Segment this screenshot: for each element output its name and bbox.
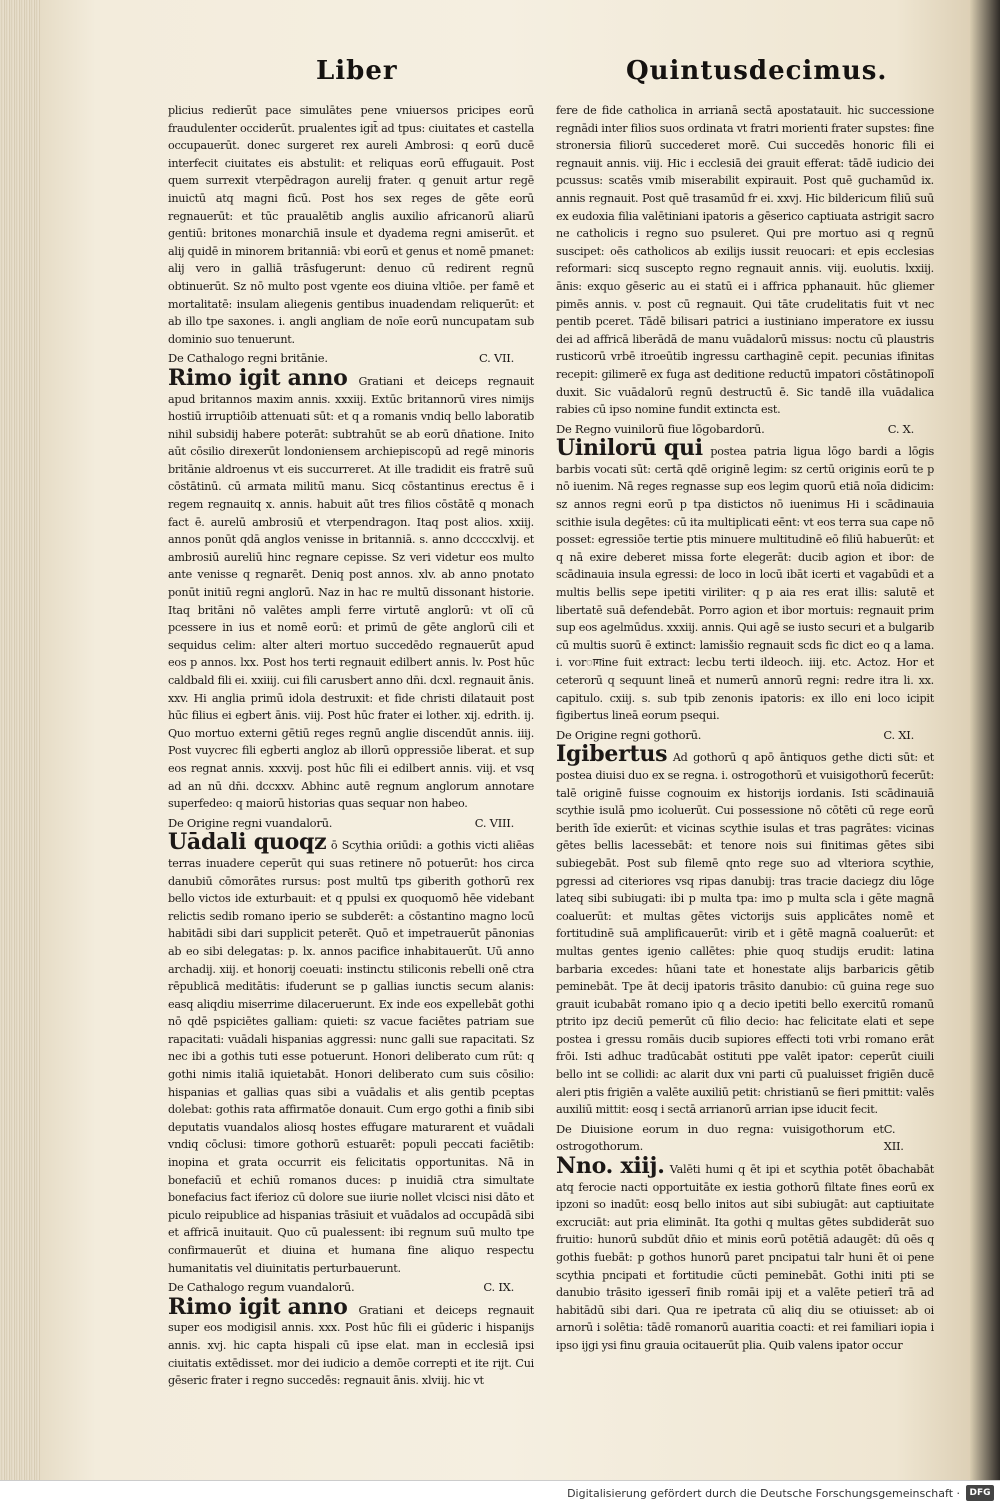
rubric-title: De Origine regni vuandalorū. <box>168 815 333 830</box>
incipit: Nno. xiij. <box>556 1153 665 1180</box>
rubric-title: De Cathalogo regum vuandalorū. <box>168 1280 355 1295</box>
incipit: Uādali quoqz <box>168 829 327 856</box>
paragraph-text: Valēti humi q ēt ipi et scythia potēt ōbachabāt atq ferocie nacti opportuitāte ex iestia gothorū filtate fines eorū ex ipzoni so inadūt: eosq bello initos aut sibi subiugāt: aut captiuitate excruciāt: aut pria elimināt. Ita gothi q multas gētes subdiderāt suo fruitio: hunorū subdūt dn̄io et minis eorū potētiā adaugēt: dū oēs q gothis fuebāt: p gothos hunorū paret pncipatui talr huni ēt oi pene scythia pncipati et fortitudie cūcti peminebāt. Gothi initi pti se danubio trāsito igesserī finib romāi ipij et a valēte petierī trā ad habitādū sibi dari. Qua re ipetrata cū aliq diu se otiuisset: ab oi arnorū i solētia: tādē romanorū auaritia coacti: et rei familiari iopia i ipso ijgi ysi finu grauia ocitauerūt plia. Quib valens ipator occur <box>556 1163 934 1352</box>
chapter-number: C. VIII. <box>474 815 514 830</box>
paragraph-text: Ad gothorū q apō āntiquos gethe dicti sūt: et postea diuisi duo ex se regna. i. ostrogothorū et vuisigothorū fecerūt: talē originē fuisse cognouim ex historijs iordanis. Isti scādinauiā scythie isulā pmo icoluerūt. Cui possessione nō cōtēti cū rege eorū berith īde exierūt: et vicinas scythie isulas et tras pagrātes: vicinas gētes bellis lacessebāt: et tenore nois sui finitimas gētes sibi subiegebāt. Post sub filemē qnto rege suo ad vlteriora scythie, pgressi ad citeriores vsq ripas danubij: tras tracie daciegz diu lōge lateq sibi subiugati: ibi p multa tpa: imo p multa scla i gēte magnā coaluerūt: et multas gētes victorijs suis applicātes nomē et fortitudinē suā amplificauerūt: virib et i gētē magnā coaluerūt: et multas gentes igenio callētes: phie quoq studijs erudit: latina barbaria excedes: hūani tate et honestate alijs barbaricis gētib peminebāt. Tpe āt decij ipatoris trāsito danubio: cū guina rege suo grauit icubabāt romano ipio q a decio ipetiti bello exercitū romanū ptrito ipz deciū pemerūt cū filio decio: hac felicitate elati et sepe postea i gressu romāis ducib supiores effecti toti vrbi romano erāt frōi. Isti adhuc tradūcabāt ostituti ppe valēt ipator: ceperūt ciuili bello int se collidi: ac alarit dux vni parti cū pualuisset frigiēn ducē aleri ptis frigiēn a valēte auxiliū petit: christianū se fieri pmittit: valēs auxiliū mittit: eosq i sectā arrianorū arrian ipse iducit fecit. <box>556 751 935 1117</box>
paragraph <box>556 741 935 1118</box>
chapter-number: C. VII. <box>479 351 514 366</box>
digitization-footer <box>0 1480 1000 1507</box>
running-head-left: Liber <box>316 56 398 86</box>
chapter-number: C. XI. <box>883 727 914 742</box>
dfg-logo: DFG <box>966 1485 994 1501</box>
funding-credit: Digitalisierung gefördert durch die Deutsche Forschungsgemeinschaft · <box>567 1487 960 1500</box>
rubric-title: De Regno vuinilorū fiue lōgobardorū. <box>556 421 765 436</box>
chapter-number: C. X. <box>887 421 914 436</box>
paragraph-text: postea patria ligua lōgo bardi a lōgis barbis vocati sūt: certā qdē originē legim: sz certū originis eorū te p nō iuenim. Nā reges regnasse sup eos legim quorū etiā noīa didicim: sz annos regni eorū p tpa distictos nō iuenimus Hi i scādinauia scithie isula degētes: cū ita multiplicati eēnt: vt eos terra sua cape nō posset: egressiōe tertie ptis minuere multitudinē eō filiū habuerūt: et q nā exire deberet missa forte elegerāt: ducib agion et ibor: de scādinauia insula egressi: de loco in locū ibāt icerti et vagabūdi et a multis bellis sepe ipetiti viriliter: q p aia res erat illis: salutē et libertatē suā defendebāt. Porro agion et ibor mortuis: regnauit prim sup eos agelmūdus. xxxiij. annis. Qui agē se iusto securi et a bulgarib cū multis suorū ē extinct: lamisšio regnauit scds fic dict eo q a lama. i. vorागine fuit extract: lecbu terti ildeoch. iiij. etc. Actoz. Hor et ceterorū q sequunt lineā et numerū annorū regni: redre itra li. xx. capitulo. cxiij. s. sub tpib zenonis ipatoris: ex illo eni loco icipit figibertus lineā eorum psequi. <box>556 445 934 723</box>
binding-shadow <box>970 0 1000 1480</box>
rubric-title: De Cathalogo regni britānie. <box>168 351 328 366</box>
paragraph <box>168 364 534 813</box>
paragraph <box>556 435 934 725</box>
paragraph <box>168 1293 534 1390</box>
chapter-number: C. XII. <box>883 1121 904 1154</box>
chapter-number: C. IX. <box>483 1280 514 1295</box>
incipit: Rimo igit anno <box>168 1293 348 1320</box>
paragraph-text: ō Scythia oriūdi: a gothis victi aliēas terras inuadere ceperūt qui suas retinere nō potuerūt: hos circa danubiū cōmorātes rursus: post multū tps giberith gothorū rex bello victos ide exturbauit: et q ppulsi ex quoquomō hēe videbant relictis sedib romano iperio se subderēt: a cōstantino magno locū habitādi sibi dari supplicit peterēt. Quō et impetrauerūt pānonias ab eo sibi delegatas: p. lx. annos pacifice inhabitauerūt. Uū anno archadij. xiij. et honorij coeuati: instinctu stiliconis rebelli onē ctra rēpublicā meditātis: ifuderunt se p gallias iunctis secum alanis: easq aliqdiu miserrime dilaceruerunt. Ex inde eos expellebāt gothi nō qdē pspiciētes galliam: quieti: sz vacue faciētes patriam sue rapacitati: vuādali hispanias aggressi: nunc galli sue rapacitati. Sz nec ibi a gothis tuti esse potuerunt. Honori deliberato cum rūt: q gothi nimis italiā iquietabāt. Honori deliberato cum suis cōsilio: hispanias et gallias quas sibi a vuādalis et alis gentib pceptas dolebat: gothis rata affirmatōe donauit. Cum ergo gothi a finib sibi deputatis vuandalos aliosq hostes effugare maturarent et vuādali vndiq cōclusi: timore gothorū estuarēt: populi peccati faciētib: inopina et grata occurrit eis felicitatis opportunitas. Nā in bonefaciū et echiū romanos duces: p inuidiā ctra simultate bonefacius fact iferioz cū dolore sue iiurie nollet vlcisci nisi dāto et piculo reipublice ad hispanias trāsiuit et vuādalos ad occupādā sibi et affricā inuitauit. Quo cū pualessent: ibi regnum suū multo tpe confirmauerūt et diuina et humana fine aliquo respectu humanitatis vel diuinitatis perturbauerunt. <box>168 839 534 1275</box>
running-head-right: Quintusdecimus. <box>626 56 888 86</box>
page-stack-edge <box>0 0 41 1480</box>
incipit: Uinilorū qui <box>556 435 703 462</box>
rubric-title: De Diuisione eorum in duo regna: vuisigothorum et ostrogothorum. <box>556 1121 884 1154</box>
incipit: Rimo igit anno <box>168 364 348 391</box>
chapter-rubric <box>556 1121 934 1156</box>
rubric-title: De Origine regni gothorū. <box>556 727 702 742</box>
incipit: Igibertus <box>556 741 668 768</box>
paragraph: fere de fide catholica in arrianā sectā apostatauit. hic successione regnādi inter filios suos ordinata vt fratri morienti frater supstes: fine stronersia filiorū succederet morē. Cui succedēs honoric fili ei regnauit annis. viij. Hic i ecclesiā dei grauit efferat: tādē iudicio dei pcussus: scatēs vmib miserabilit expirauit. Post quē guchamūd ix. annis regnauit. Post quē trasamūd fr ei. xxvj. Hic bildericum filiū suū ex eudoxia filia valētiniani ipatoris a gēserico captiuata astrigit sacro ne catholicis i regno suo psuleret. Qui pre mortuo asi q regnū suscipet: oēs catholicos ab exilijs iussit reuocari: et epis ecclesias reformari: sicq suscepto regno regnauit annis. viij. euolutis. lxxiij. ānis: exquo gēseric au ei statū ei i affrica pphanauit. hūc gliemer pimēs annis. v. post cū regnauit. Qui tāte crudelitatis fuit vt nec pentib pceret. Tādē bilisari patrici a iustiniano imperatore ex iussu dei ad affricā liberādā de manu vuādalorū missus: noctu cū plaustris rusticorū vrbē itroeūtib ingressu carthaginē cepit. pecunias ifinitas recepit: gilimerē ex fuga ast deditione reductū impatori cōstātinopolī duxit. Sic vuādalorū regnū destructū ē. Sic tandē illa vuādalica rabies cū ipso nomine fundit extincta est. <box>556 104 934 417</box>
paragraph: plicius redierūt pace simulātes pene vniuersos pricipes eorū fraudulenter occiderūt. prualentes igit̄ ad tpus: ciuitates et castella occupauerūt. donec surgeret rex aureli Ambrosi: q eorū ducē interfecit ciuitates eis abstulit: et reliquas eorū effugauit. Post quem surrexit vterpēdragon aurelij frater. q genuit artur regē inuictū atq magni ficū. Post hos sex reges de gēte eorū regnauerūt: et tūc praualētib anglis auxilio africanorū aliarū gentiū: britones monarchiā insule et dyadema regni amiserūt. et alij quidē in minorem britanniā: vbi eorū et genus et nomē pmanet: alij vero in galliā trāsfugerunt: denuo cū redirent regnū obtinuerūt. Sz nō multo post vgente eos diuina vltiōe. per famē et mortalitatē: insulam aliegenis gentibus inuadendam reliquerūt: et ab illo tpe saxones. i. angli angliam de noīe eorū nuncupatam sub dominio suo tenuerunt. <box>168 104 534 346</box>
paragraph <box>556 1153 934 1355</box>
paragraph-text: Gratiani et deiceps regnauit super eos modigisil annis. xxx. Post hūc fili ei gūderic i hispanijs annis. xvj. hic capta hispali cū ipse elat. man in ecclesiā ipsi ciuitatis extēdisset. mor dei iudicio a demōe correpti et ite rijt. Cui gēseric frater i regno succedēs: regnauit ānis. xlviij. hic vt <box>168 1303 534 1388</box>
paragraph <box>168 829 534 1277</box>
paragraph-text: Gratiani et deiceps regnauit apud britannos maxim annis. xxxiij. Extūc britannorū vires nimijs hostiū irruptiōib attenuati sūt: et q a romanis vndiq bello laboratib nihil subsidij habere poterāt: subtrahūt se ab eorū dn̄atione. Inito aūt cōsilio direxerūt londoniensem archiepiscopū ad regē minoris britānie aldroenus vt eis succurreret. At ille tradidit eis fratrē suū cōstātinū. cū armata militū manu. Sicq cōstantinus erectus ē i regem regnauitq x. annis. habuit aūt tres filios cōstātē q monach fact ē. aurelū ambrosiū et vterpendragon. Itaq post alios. xxiij. annos ponūt qdā anglos venisse in britanniā. s. anno dccccxlvij. et ambrosiū aureliū hinc regnare cepisse. Sz veri videtur eos multo ante venisse q regnarēt. Deniq post annos. xlv. ab anno pnotato ponūt initiū regni anglorū. Naz in hac re multū dissonant historie. Itaq britāni nō valētes ampli ferre virtutē anglorū: vt olī cū pcessere in ius et nomē eorū: et primū de gēte anglorū cili et sequidus celim: alter alteri mortuo succedēdo regnauerūt apud eos p annos. lxx. Post hos terti regnauit edilbert annis. lv. Post hūc caldbald fili ei. xxiiij. cui fili carusbert anno dn̄i. dcxl. regnauit ānis. xxv. Hi anglia primū idola destruxit: et fide christi dilatauit post hūc filius ei egbert ānis. viij. Post hūc frater ei lother. xij. edrith. ij. Quo mortuo externi gētiū reges regnū anglie discendūt annis. iiij. Post vuycrec fili egberti angloz ab illorū oppressiōe liberat. et sup eos regnat annis. xxxvij. post hūc fili ei edilbert annis. viij. et vsq ad an nū dn̄i. dccxxv. Abhinc autē regnum anglorum annotare superfedeo: q maiorū historias quas sequar non habeo. <box>168 374 534 811</box>
right-text-column <box>556 102 934 1355</box>
left-text-column <box>168 102 534 1390</box>
